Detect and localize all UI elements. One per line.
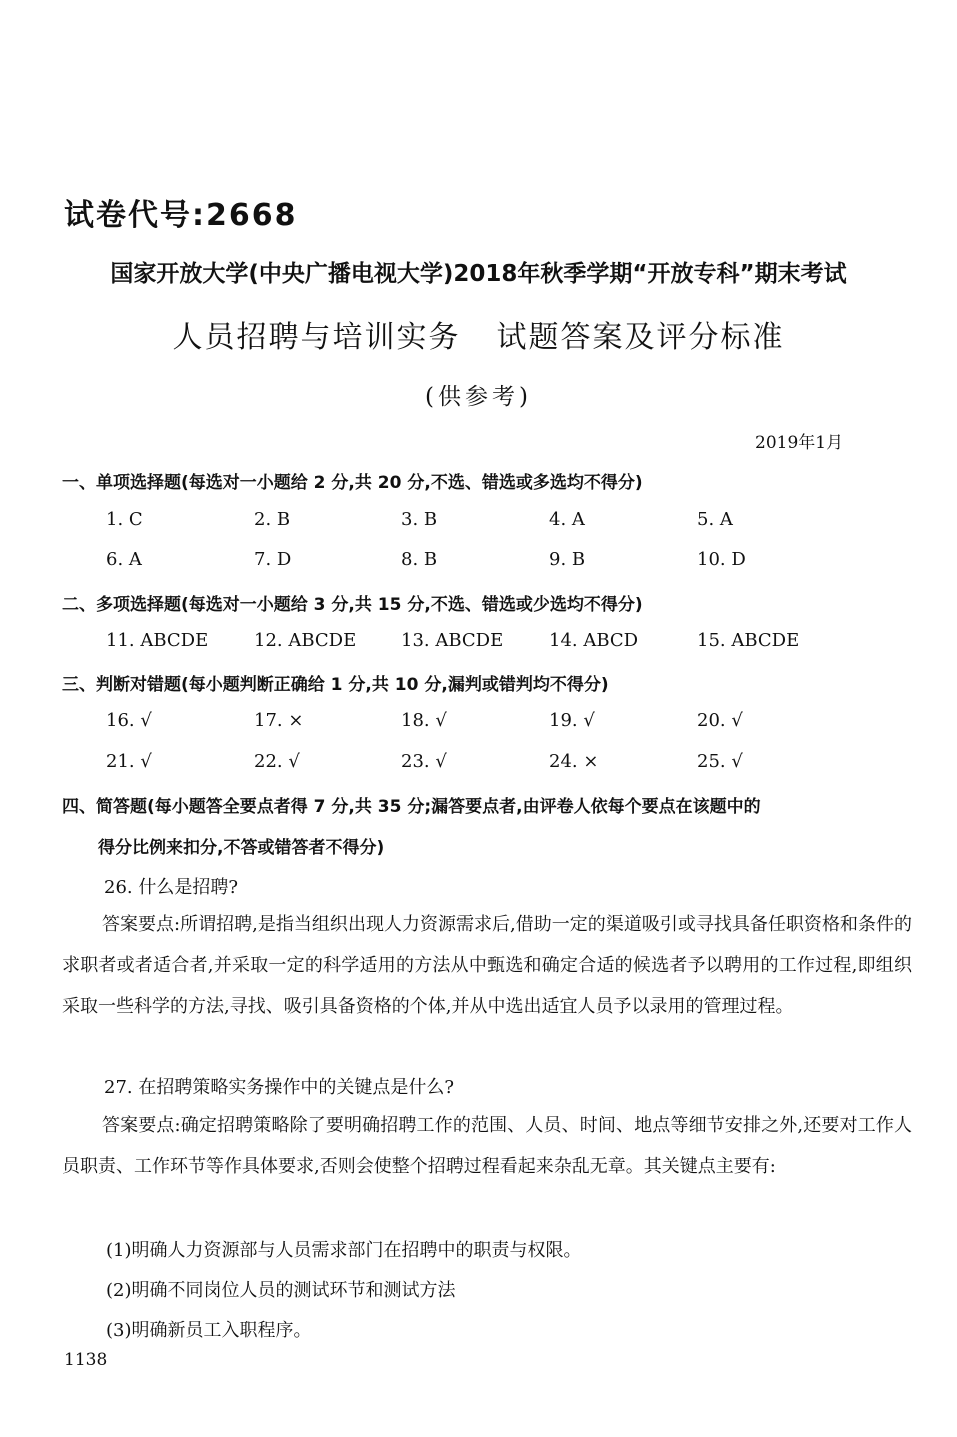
key-point: (3)明确新员工入职程序。 — [106, 1320, 312, 1341]
answer-item: 8. B — [401, 549, 438, 570]
answer-item: 4. A — [549, 509, 585, 530]
answer-item: 5. A — [697, 509, 733, 530]
answer-item: 12. ABCDE — [254, 630, 357, 651]
answer-item: 23. √ — [401, 751, 447, 772]
answer-item: 17. × — [254, 710, 304, 731]
section-2-heading: 二、多项选择题(每选对一小题给 3 分,共 15 分,不选、错选或少选均不得分) — [62, 595, 643, 615]
answer-item: 16. √ — [106, 710, 152, 731]
subtitle: 试题答案及评分标准 — [496, 320, 785, 355]
answer-item: 14. ABCD — [549, 630, 639, 651]
answer-item: 20. √ — [697, 710, 743, 731]
answer-item: 7. D — [254, 549, 292, 570]
answer-item: 22. √ — [254, 751, 300, 772]
answer-item: 10. D — [697, 549, 746, 570]
exam-title: 国家开放大学(中央广播电视大学)2018年秋季学期“开放专科”期末考试 — [110, 261, 847, 287]
subject-title: 人员招聘与培训实务 — [172, 320, 461, 355]
answer-item: 18. √ — [401, 710, 447, 731]
answer-item: 19. √ — [549, 710, 595, 731]
section-4-heading: 四、简答题(每小题答全要点者得 7 分,共 35 分;漏答要点者,由评卷人依每个要点在该题中的 — [62, 797, 761, 817]
answer-item: 11. ABCDE — [106, 630, 209, 651]
answer-27: 答案要点:确定招聘策略除了要明确招聘工作的范围、人员、时间、地点等细节安排之外,还要对工作人员职责、工作环节等作具体要求,否则会使整个招聘过程看起来杂乱无章。其关键点主要有: — [62, 1115, 912, 1177]
document-title — [0, 312, 957, 356]
answer-item: 25. √ — [697, 751, 743, 772]
section-1-heading: 一、单项选择题(每选对一小题给 2 分,共 20 分,不选、错选或多选均不得分) — [62, 473, 643, 493]
section-4-heading-cont: 得分比例来扣分,不答或错答者不得分) — [98, 838, 385, 858]
answer-item: 3. B — [401, 509, 438, 530]
answer-item: 6. A — [106, 549, 142, 570]
answer-item: 13. ABCDE — [401, 630, 504, 651]
reference-note: (供参考) — [425, 384, 532, 410]
key-point: (2)明确不同岗位人员的测试环节和测试方法 — [106, 1280, 456, 1301]
paper-code: 试卷代号:2668 — [64, 198, 298, 233]
answer-item: 15. ABCDE — [697, 630, 800, 651]
answer-item: 2. B — [254, 509, 291, 530]
answer-26: 答案要点:所谓招聘,是指当组织出现人力资源需求后,借助一定的渠道吸引或寻找具备任职资格和条件的求职者或者适合者,并采取一定的科学适用的方法从中甄选和确定合适的候选者予以聘用的工作过程,即组织采取一些科学的方法,寻找、吸引具备资格的个体,并从中选出适宜人员予以录用的管理过程。 — [62, 914, 912, 1017]
page-number: 1138 — [64, 1350, 108, 1370]
question-27: 27. 在招聘策略实务操作中的关键点是什么? — [104, 1077, 454, 1098]
answer-item: 9. B — [549, 549, 586, 570]
key-point: (1)明确人力资源部与人员需求部门在招聘中的职责与权限。 — [106, 1240, 582, 1261]
answer-item: 1. C — [106, 509, 143, 530]
exam-date: 2019年1月 — [755, 433, 844, 453]
answer-item: 21. √ — [106, 751, 152, 772]
section-3-heading: 三、判断对错题(每小题判断正确给 1 分,共 10 分,漏判或错判均不得分) — [62, 675, 609, 695]
question-26: 26. 什么是招聘? — [104, 877, 238, 898]
answer-item: 24. × — [549, 751, 599, 772]
